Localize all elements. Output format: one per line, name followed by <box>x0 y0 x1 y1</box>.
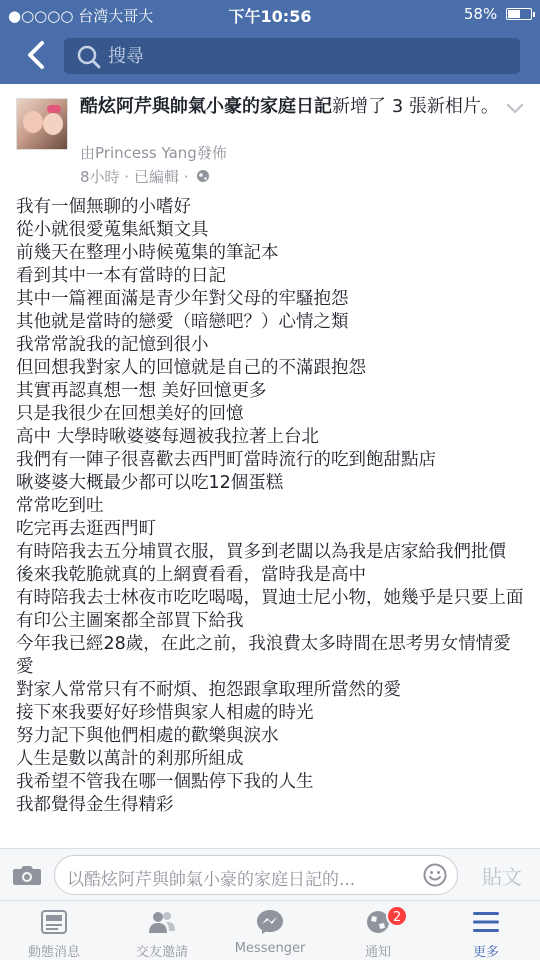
post-text-line: 但回想我對家人的回憶就是自己的不滿跟抱怨 <box>16 358 366 378</box>
post-text-line: 其中一篇裡面滿是青少年對父母的牢騷抱怨 <box>16 289 349 309</box>
notification-badge: 2 <box>386 905 408 927</box>
post-text-line: 從小就很愛蒐集紙類文具 <box>16 220 209 240</box>
post-body <box>16 196 524 846</box>
chevron-down-icon[interactable] <box>506 102 524 116</box>
post-header <box>0 84 540 184</box>
carrier-label: ●○○○○ 台湾大哥大 <box>8 7 154 25</box>
byline[interactable]: 由Princess Yang發佈 <box>80 144 227 162</box>
post-text-line: 接下來我要好好珍惜與家人相處的時光 <box>16 703 314 723</box>
post-text-line: 我希望不管我在哪一個點停下我的人生 <box>16 772 314 792</box>
menu-icon <box>472 909 500 935</box>
post-text-line: 看到其中一本有當時的日記 <box>16 266 226 286</box>
tab-notifications[interactable] <box>324 901 432 960</box>
tab-news-feed[interactable] <box>0 901 108 960</box>
tab-more[interactable] <box>432 901 540 960</box>
post-title <box>80 94 500 120</box>
status-bar <box>0 0 540 28</box>
post-text-line: 其實再認真想一想 美好回憶更多 <box>16 381 267 401</box>
post-text-line: 吃完再去逛西門町 <box>16 519 156 539</box>
post-text-line: 有時陪我去五分埔買衣服，買多到老闆以為我是店家給我們批價 <box>16 542 506 562</box>
chevron-left-icon <box>22 38 52 72</box>
post-text-line: 啾婆婆大概最少都可以吃12個蛋糕 <box>16 473 284 493</box>
search-input[interactable] <box>108 38 508 74</box>
tab-friend-requests[interactable] <box>108 901 216 960</box>
post-text-line: 我常常說我的記憶到很小 <box>16 335 209 355</box>
top-nav-bar <box>0 28 540 84</box>
page-avatar[interactable] <box>16 98 68 150</box>
post-action-text: 新增了 3 張新相片。 <box>332 96 499 117</box>
camera-icon[interactable] <box>12 863 42 887</box>
post-text-line: 常常吃到吐 <box>16 496 104 516</box>
post-text-line: 有時陪我去士林夜市吃吃喝喝，買迪士尼小物，她幾乎是只要上面有印公主圖案都全部買下給我 <box>16 588 524 631</box>
smiley-icon[interactable] <box>423 863 447 887</box>
comment-input[interactable] <box>54 855 458 895</box>
magnifier-icon <box>76 44 102 70</box>
avatar-face-1 <box>23 111 43 133</box>
post-text-line: 對家人常常只有不耐煩、抱怨跟拿取理所當然的愛 <box>16 680 401 700</box>
post-text-line: 高中 大學時啾婆婆每週被我拉著上台北 <box>16 427 320 447</box>
tab-label: Messenger <box>234 941 306 956</box>
tab-label: 動態消息 <box>27 945 80 960</box>
post-text-line: 我有一個無聊的小嗜好 <box>16 197 191 217</box>
battery-percent: 58% <box>463 5 498 23</box>
news-feed-icon <box>40 909 68 935</box>
post-text-line: 人生是數以萬計的剎那所組成 <box>16 749 244 769</box>
post-text-line: 後來我乾脆就真的上網賣看看，當時我是高中 <box>16 565 366 585</box>
tab-label: 更多 <box>472 945 499 960</box>
tab-messenger[interactable] <box>216 901 324 960</box>
timestamp[interactable]: 8小時 · 已編輯 · <box>80 168 189 186</box>
status-right <box>464 5 532 23</box>
comment-bar <box>0 848 540 900</box>
post-text-line: 我都覺得金生得精彩 <box>16 795 174 815</box>
messenger-icon <box>256 909 284 935</box>
page-name-link[interactable]: 酷炫阿芹與帥氣小豪的家庭日記 <box>80 96 332 117</box>
globe-icon <box>196 169 210 183</box>
tab-label: 交友邀請 <box>135 945 188 960</box>
search-bar[interactable] <box>64 38 520 74</box>
post-text-line: 其他就是當時的戀愛（暗戀吧？）心情之類 <box>16 312 349 332</box>
battery-icon <box>506 8 532 20</box>
clock: 下午10:56 <box>228 7 312 26</box>
friend-requests-icon <box>148 909 176 935</box>
post-comment-button[interactable]: 貼文 <box>482 865 522 889</box>
post-text-line: 前幾天在整理小時候蒐集的筆記本 <box>16 243 279 263</box>
post-text-line: 努力記下與他們相處的歡樂與淚水 <box>16 726 279 746</box>
avatar-bow <box>47 105 61 113</box>
post-text-line: 我們有一陣子很喜歡去西門町當時流行的吃到飽甜點店 <box>16 450 436 470</box>
post-text-line: 只是我很少在回想美好的回憶 <box>16 404 244 424</box>
back-button[interactable] <box>22 38 52 72</box>
avatar-face-2 <box>43 113 63 135</box>
battery-fill <box>508 10 520 18</box>
bottom-tab-bar <box>0 900 540 960</box>
comment-placeholder: 以酷炫阿芹與帥氣小豪的家庭日記的... <box>67 870 356 890</box>
post-text-line: 今年我已經28歲，在此之前，我浪費太多時間在思考男女情情愛愛 <box>16 634 511 677</box>
post-meta <box>80 166 210 187</box>
tab-label: 通知 <box>364 945 391 960</box>
